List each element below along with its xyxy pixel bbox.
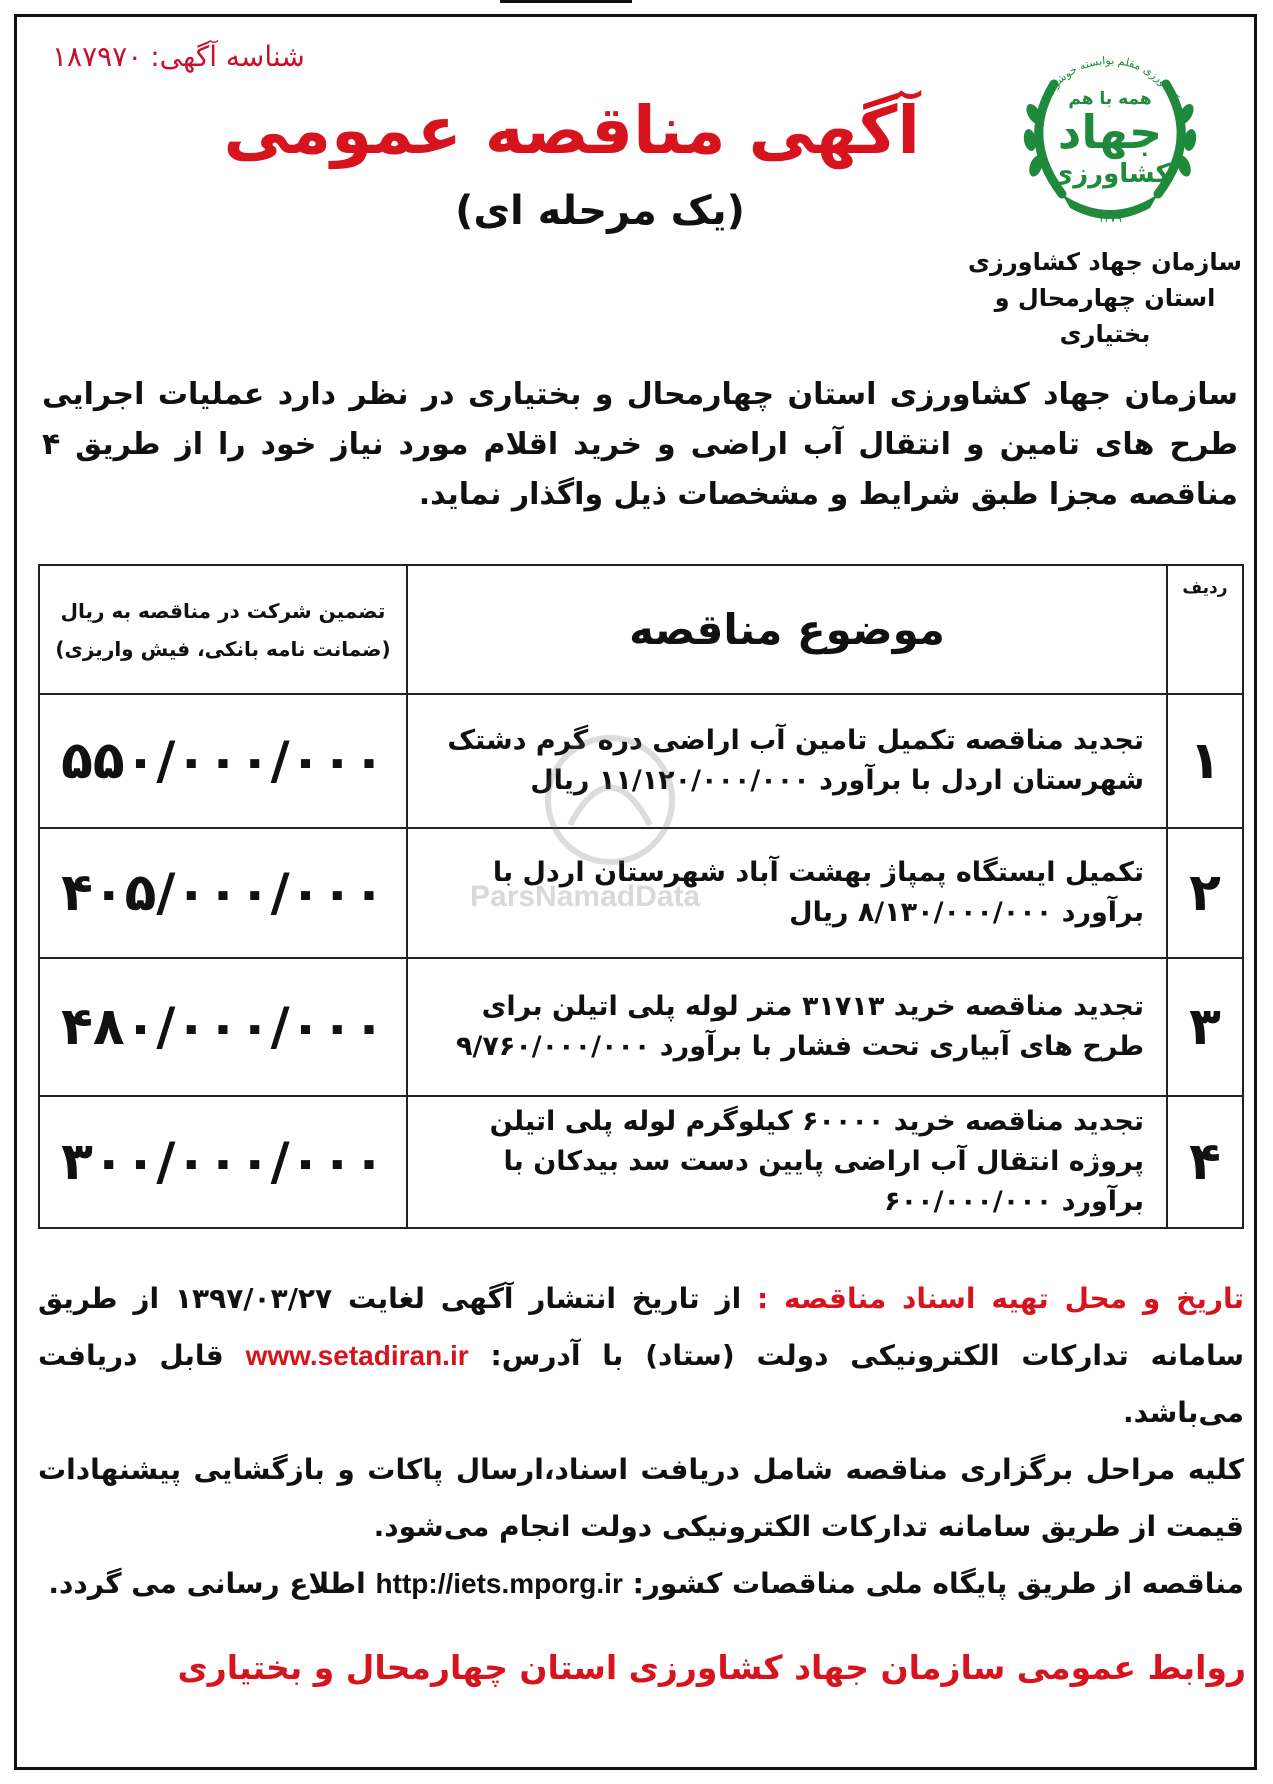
org-line-2: استان چهارمحال و بختیاری xyxy=(994,284,1216,348)
logo-main-word: جهاد xyxy=(1057,105,1163,159)
logo-arc-text: کشاورزی مقلم بوابسته خوشوقت xyxy=(1038,53,1182,103)
ad-id-value: ۱۸۷۹۷۰ xyxy=(52,40,143,73)
table-row xyxy=(39,1096,1243,1228)
row-number: ۴ xyxy=(1167,1096,1243,1228)
row-number: ۱ xyxy=(1167,694,1243,828)
row-amount: ۴۸۰/۰۰۰/۰۰۰ xyxy=(39,958,407,1096)
header-guarantee-line2: (ضمانت نامه بانکی، فیش واریزی) xyxy=(55,636,391,661)
jihad-logo xyxy=(1010,44,1210,230)
header-guarantee-line1: تضمین شرکت در مناقصه به ریال xyxy=(60,598,386,623)
setadiran-link[interactable]: www.setadiran.ir xyxy=(245,1340,469,1371)
row-subject: تجدید مناقصه تکمیل تامین آب اراضی دره گرم دشتک شهرستان اردل با برآورد ۱۱/۱۲۰/۰۰۰/۰۰۰ ریال xyxy=(407,694,1167,828)
org-line-1: سازمان جهاد کشاورزی xyxy=(968,248,1242,276)
table-header-row xyxy=(39,565,1243,694)
watermark-text: ParsNamadData xyxy=(470,880,701,913)
table-row xyxy=(39,694,1243,828)
row-amount: ۴۰۵/۰۰۰/۰۰۰ xyxy=(39,828,407,958)
row-subject: تجدید مناقصه خرید ۶۰۰۰۰ کیلوگرم لوله پلی اتیلن پروژه انتقال آب اراضی پایین دست سد بیدکان با برآورد ۶۰۰/۰۰۰/۰۰۰ xyxy=(407,1096,1167,1228)
details-label: تاریخ و محل تهیه اسناد مناقصه : xyxy=(757,1282,1244,1315)
header-subject: موضوع مناقصه xyxy=(407,565,1167,694)
logo-bottom-word: کشاورزی xyxy=(1049,159,1171,189)
details-text-b: قابل دریافت می‌باشد. xyxy=(38,1339,1244,1429)
table-row xyxy=(39,828,1243,958)
details-paragraph-2: کلیه مراحل برگزاری مناقصه شامل دریافت اسناد،ارسال پاکات و بازگشایی پیشنهادات قیمت از طریق سامانه تدارکات الکترونیکی دولت انجام می‌شود. xyxy=(38,1453,1244,1543)
details-section xyxy=(38,1270,1244,1612)
header-guarantee xyxy=(39,565,407,694)
page-title: آگهی مناقصه عمومی xyxy=(223,92,920,169)
row-number: ۳ xyxy=(1167,958,1243,1096)
top-rule xyxy=(500,0,632,3)
page-subtitle: (یک مرحله ای) xyxy=(455,188,745,234)
organization-name xyxy=(960,244,1250,352)
ad-id-label: شناسه آگهی: xyxy=(150,40,305,73)
tender-table xyxy=(38,564,1244,1229)
details-paragraph-1 xyxy=(38,1270,1244,1441)
footer-signature: روابط عمومی سازمان جهاد کشاورزی استان چهارمحال و بختیاری xyxy=(177,1648,1246,1687)
logo-top-text: همه با هم xyxy=(1068,89,1152,109)
row-amount: ۳۰۰/۰۰۰/۰۰۰ xyxy=(39,1096,407,1228)
details-p3-text-a: مناقصه از طریق پایگاه ملی مناقصات کشور: xyxy=(632,1567,1244,1600)
row-subject: تجدید مناقصه خرید ۳۱۷۱۳ متر لوله پلی اتیلن برای طرح های آبیاری تحت فشار با برآورد ۹/۷۶۰/۰۰۰/۰۰۰ xyxy=(407,958,1167,1096)
logo-year: ۱۳۷۹ xyxy=(1098,212,1122,225)
intro-paragraph: سازمان جهاد کشاورزی استان چهارمحال و بختیاری در نظر دارد عملیات اجرایی طرح های تامین و انتقال آب اراضی و خرید اقلام مورد نیاز خود را از طریق ۴ مناقصه مجزا طبق شرایط و مشخصات ذیل واگذار نماید. xyxy=(42,377,1238,512)
header-row-number: ردیف xyxy=(1167,565,1243,694)
row-amount: ۵۵۰/۰۰۰/۰۰۰ xyxy=(39,694,407,828)
details-paragraph-3 xyxy=(38,1555,1244,1612)
iets-link[interactable]: http://iets.mporg.ir xyxy=(375,1568,623,1599)
ad-id xyxy=(44,40,305,73)
details-text-a: از تاریخ انتشار آگهی لغایت ۱۳۹۷/۰۳/۲۷ از طریق سامانه تدارکات الکترونیکی دولت (ستاد) با آدرس: xyxy=(38,1282,1244,1372)
row-subject: تکمیل ایستگاه پمپاژ بهشت آباد شهرستان اردل با برآورد ۸/۱۳۰/۰۰۰/۰۰۰ ریال xyxy=(407,828,1167,958)
details-p3-text-b: اطلاع رسانی می گردد. xyxy=(48,1567,366,1600)
table-row xyxy=(39,958,1243,1096)
row-number: ۲ xyxy=(1167,828,1243,958)
